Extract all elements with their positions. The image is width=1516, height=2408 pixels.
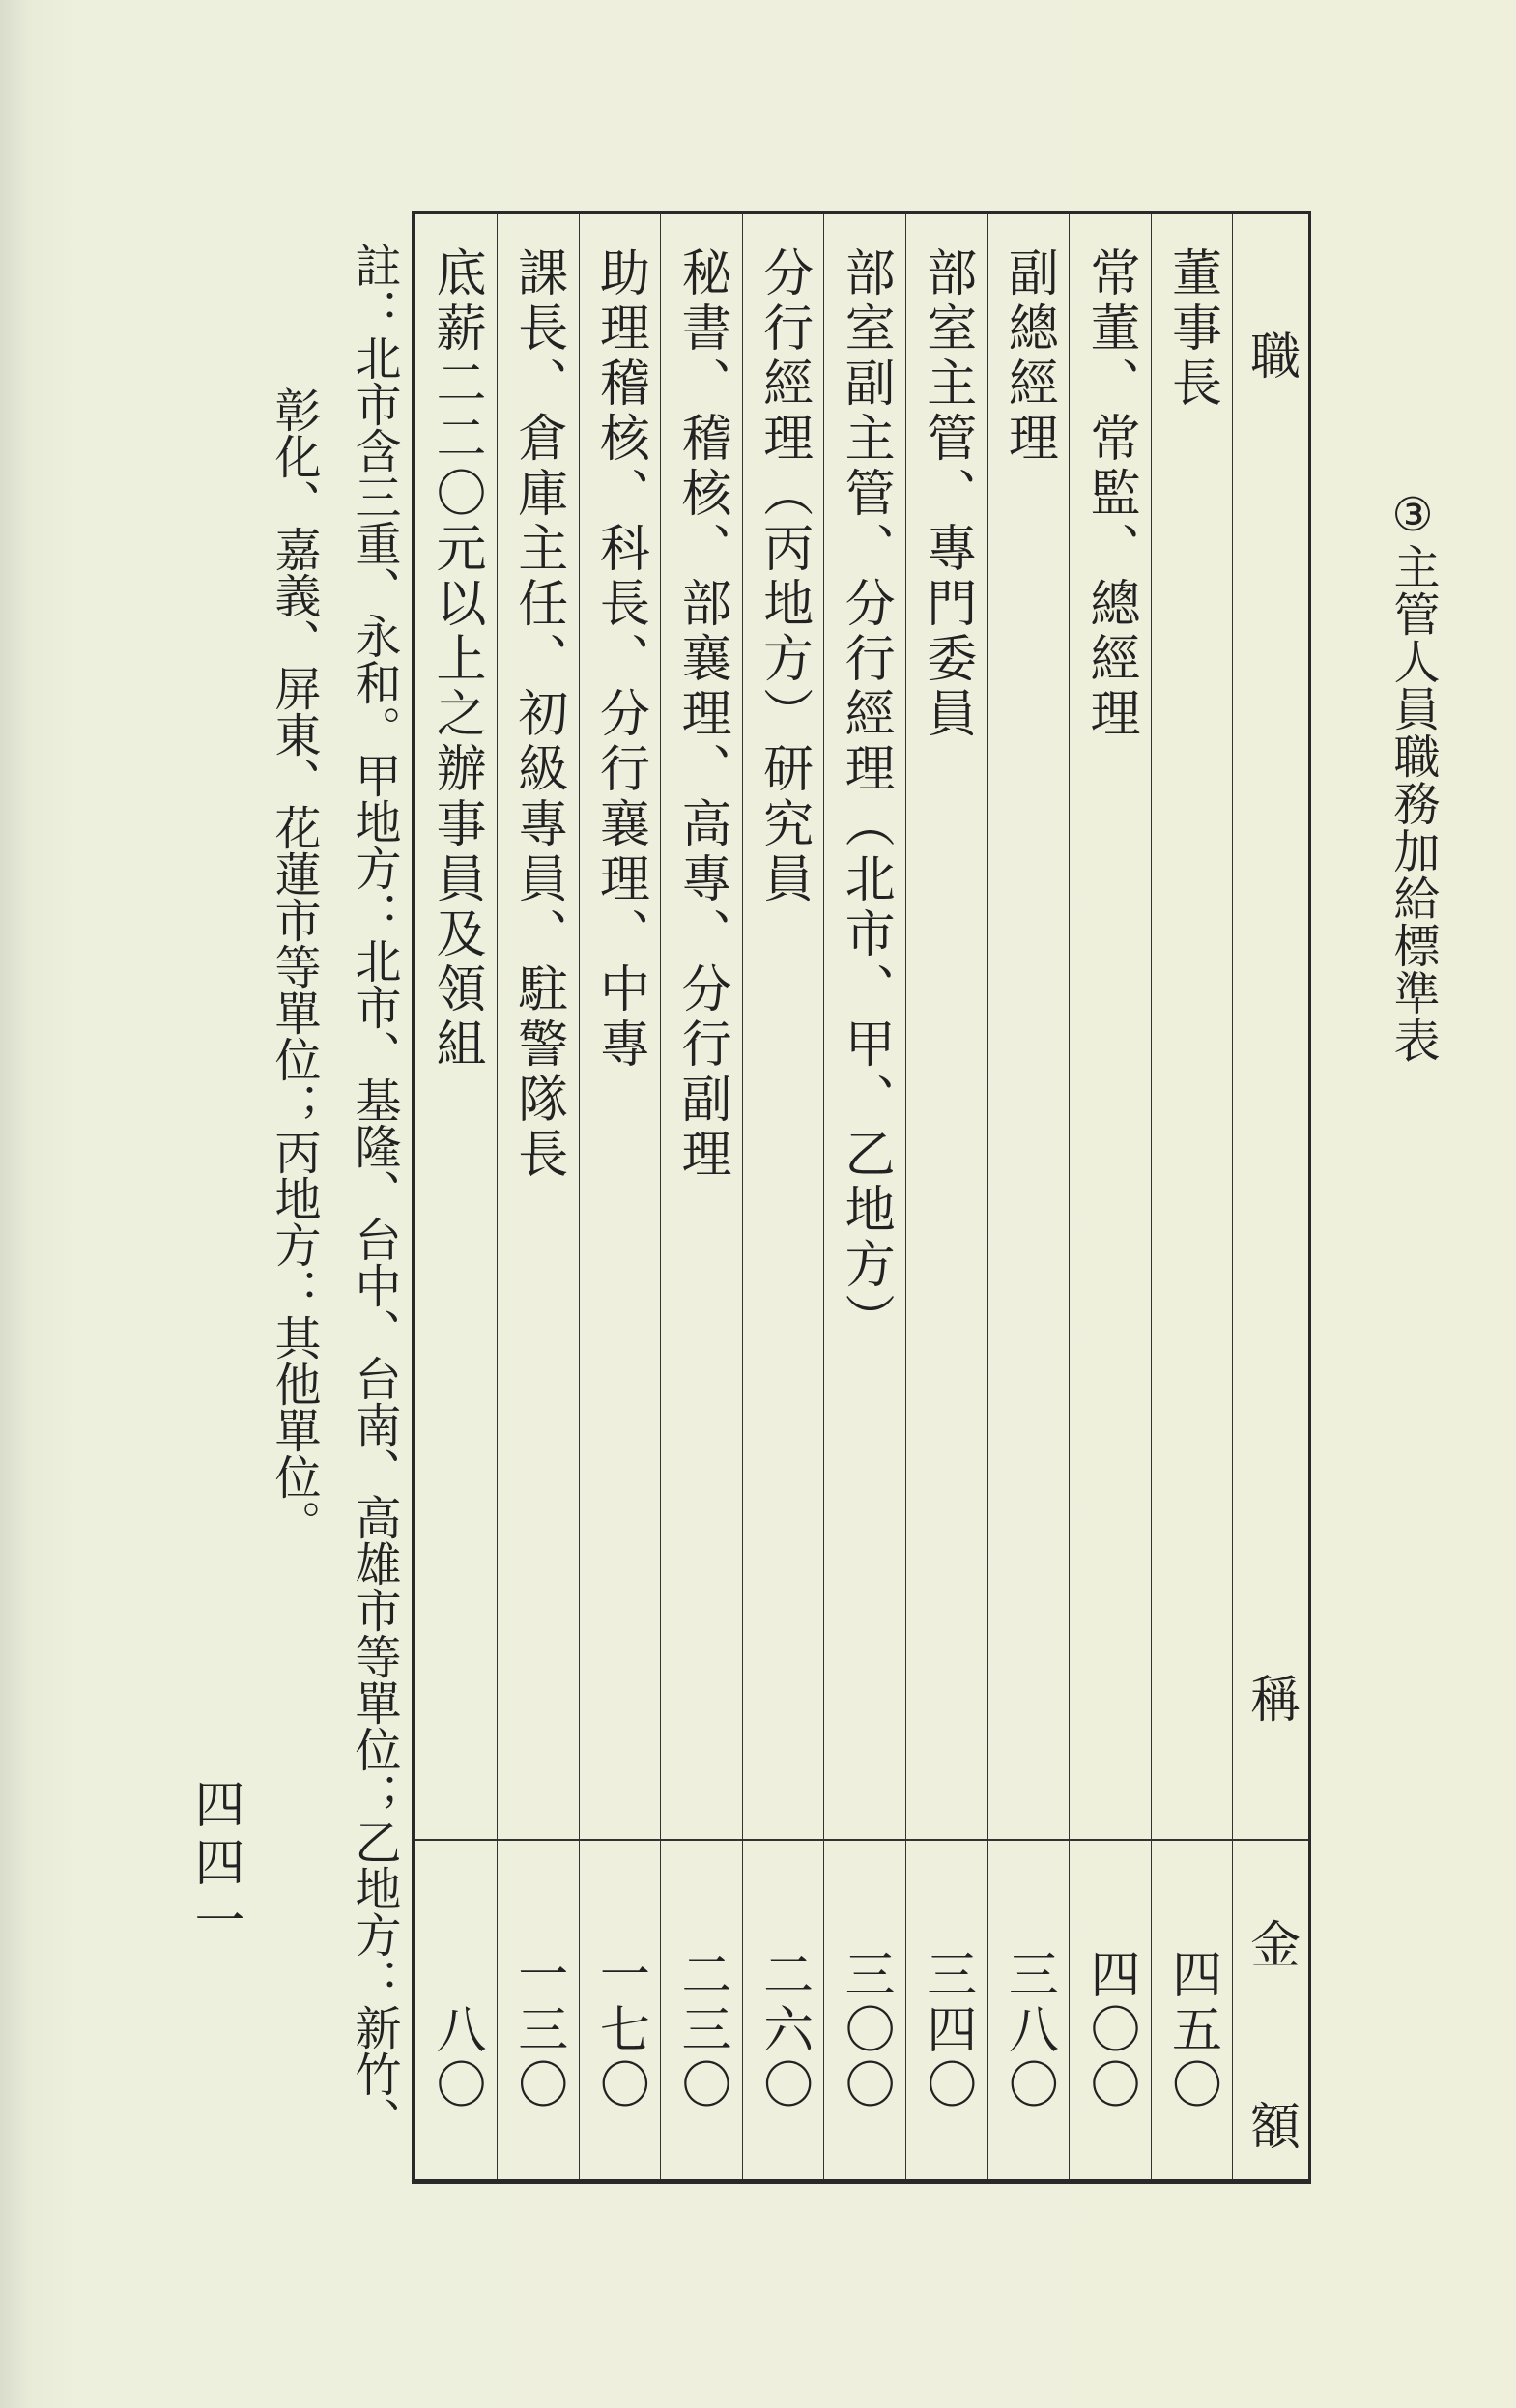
header-title-char-2: 稱 xyxy=(1241,1673,1300,1723)
table-row xyxy=(497,214,579,2179)
row-title: 底薪二二〇元以上之辦事員及領組 xyxy=(427,246,485,1073)
row-title: 助理稽核、科長、分行襄理、中專 xyxy=(590,246,649,1073)
row-title: 董事長 xyxy=(1162,246,1221,412)
row-title: 秘書、稽核、部襄理、高專、分行副理 xyxy=(672,246,730,1183)
table-title: ③主管人員職務加給標準表 xyxy=(1386,488,1440,1064)
row-amount: 三四〇 xyxy=(917,1948,976,2113)
table-row xyxy=(660,214,742,2179)
table-row xyxy=(742,214,824,2179)
table-row xyxy=(905,214,987,2179)
row-amount: 一三〇 xyxy=(508,1948,567,2113)
allowance-table xyxy=(412,211,1311,2184)
table-header-column xyxy=(1232,214,1308,2179)
row-amount: 三八〇 xyxy=(999,1948,1058,2113)
row-title: 常董、常監、總經理 xyxy=(1080,246,1139,742)
table-row xyxy=(579,214,661,2179)
header-amount-char-1: 金 xyxy=(1241,1918,1300,1968)
table-row xyxy=(987,214,1070,2179)
row-title: 課長、倉庫主任、初級專員、駐警隊長 xyxy=(508,246,567,1183)
table-row xyxy=(1151,214,1233,2179)
row-title: 部室副主管、分行經理（北市、甲、乙地方） xyxy=(836,246,895,1348)
table-row xyxy=(415,214,497,2179)
header-title-cell xyxy=(1233,214,1308,1841)
header-amount-char-2: 額 xyxy=(1241,2100,1300,2150)
row-amount: 三〇〇 xyxy=(836,1948,895,2113)
row-title: 副總經理 xyxy=(999,246,1058,467)
footnote-line-2: 彰化、嘉義、屏東、花蓮市等單位；丙地方：其他單位。 xyxy=(267,387,321,1546)
row-amount: 二六〇 xyxy=(754,1948,813,2113)
header-amount-cell xyxy=(1233,1841,1308,2179)
footnote-line-1: 註：北市含三重、永和。甲地方：北市、基隆、台中、台南、高雄市等單位；乙地方：新竹、 xyxy=(347,242,401,2143)
table-row xyxy=(823,214,905,2179)
row-title: 部室主管、專門委員 xyxy=(917,246,976,742)
row-amount: 八〇 xyxy=(427,2003,485,2113)
row-amount: 一七〇 xyxy=(590,1948,649,2113)
table-row xyxy=(1069,214,1151,2179)
page-number: 四四一 xyxy=(186,1778,243,1952)
row-title: 分行經理（丙地方）研究員 xyxy=(754,246,813,907)
row-amount: 二三〇 xyxy=(672,1948,730,2113)
header-title-char-1: 職 xyxy=(1241,330,1300,380)
row-amount: 四〇〇 xyxy=(1080,1948,1139,2113)
row-amount: 四五〇 xyxy=(1162,1948,1221,2113)
